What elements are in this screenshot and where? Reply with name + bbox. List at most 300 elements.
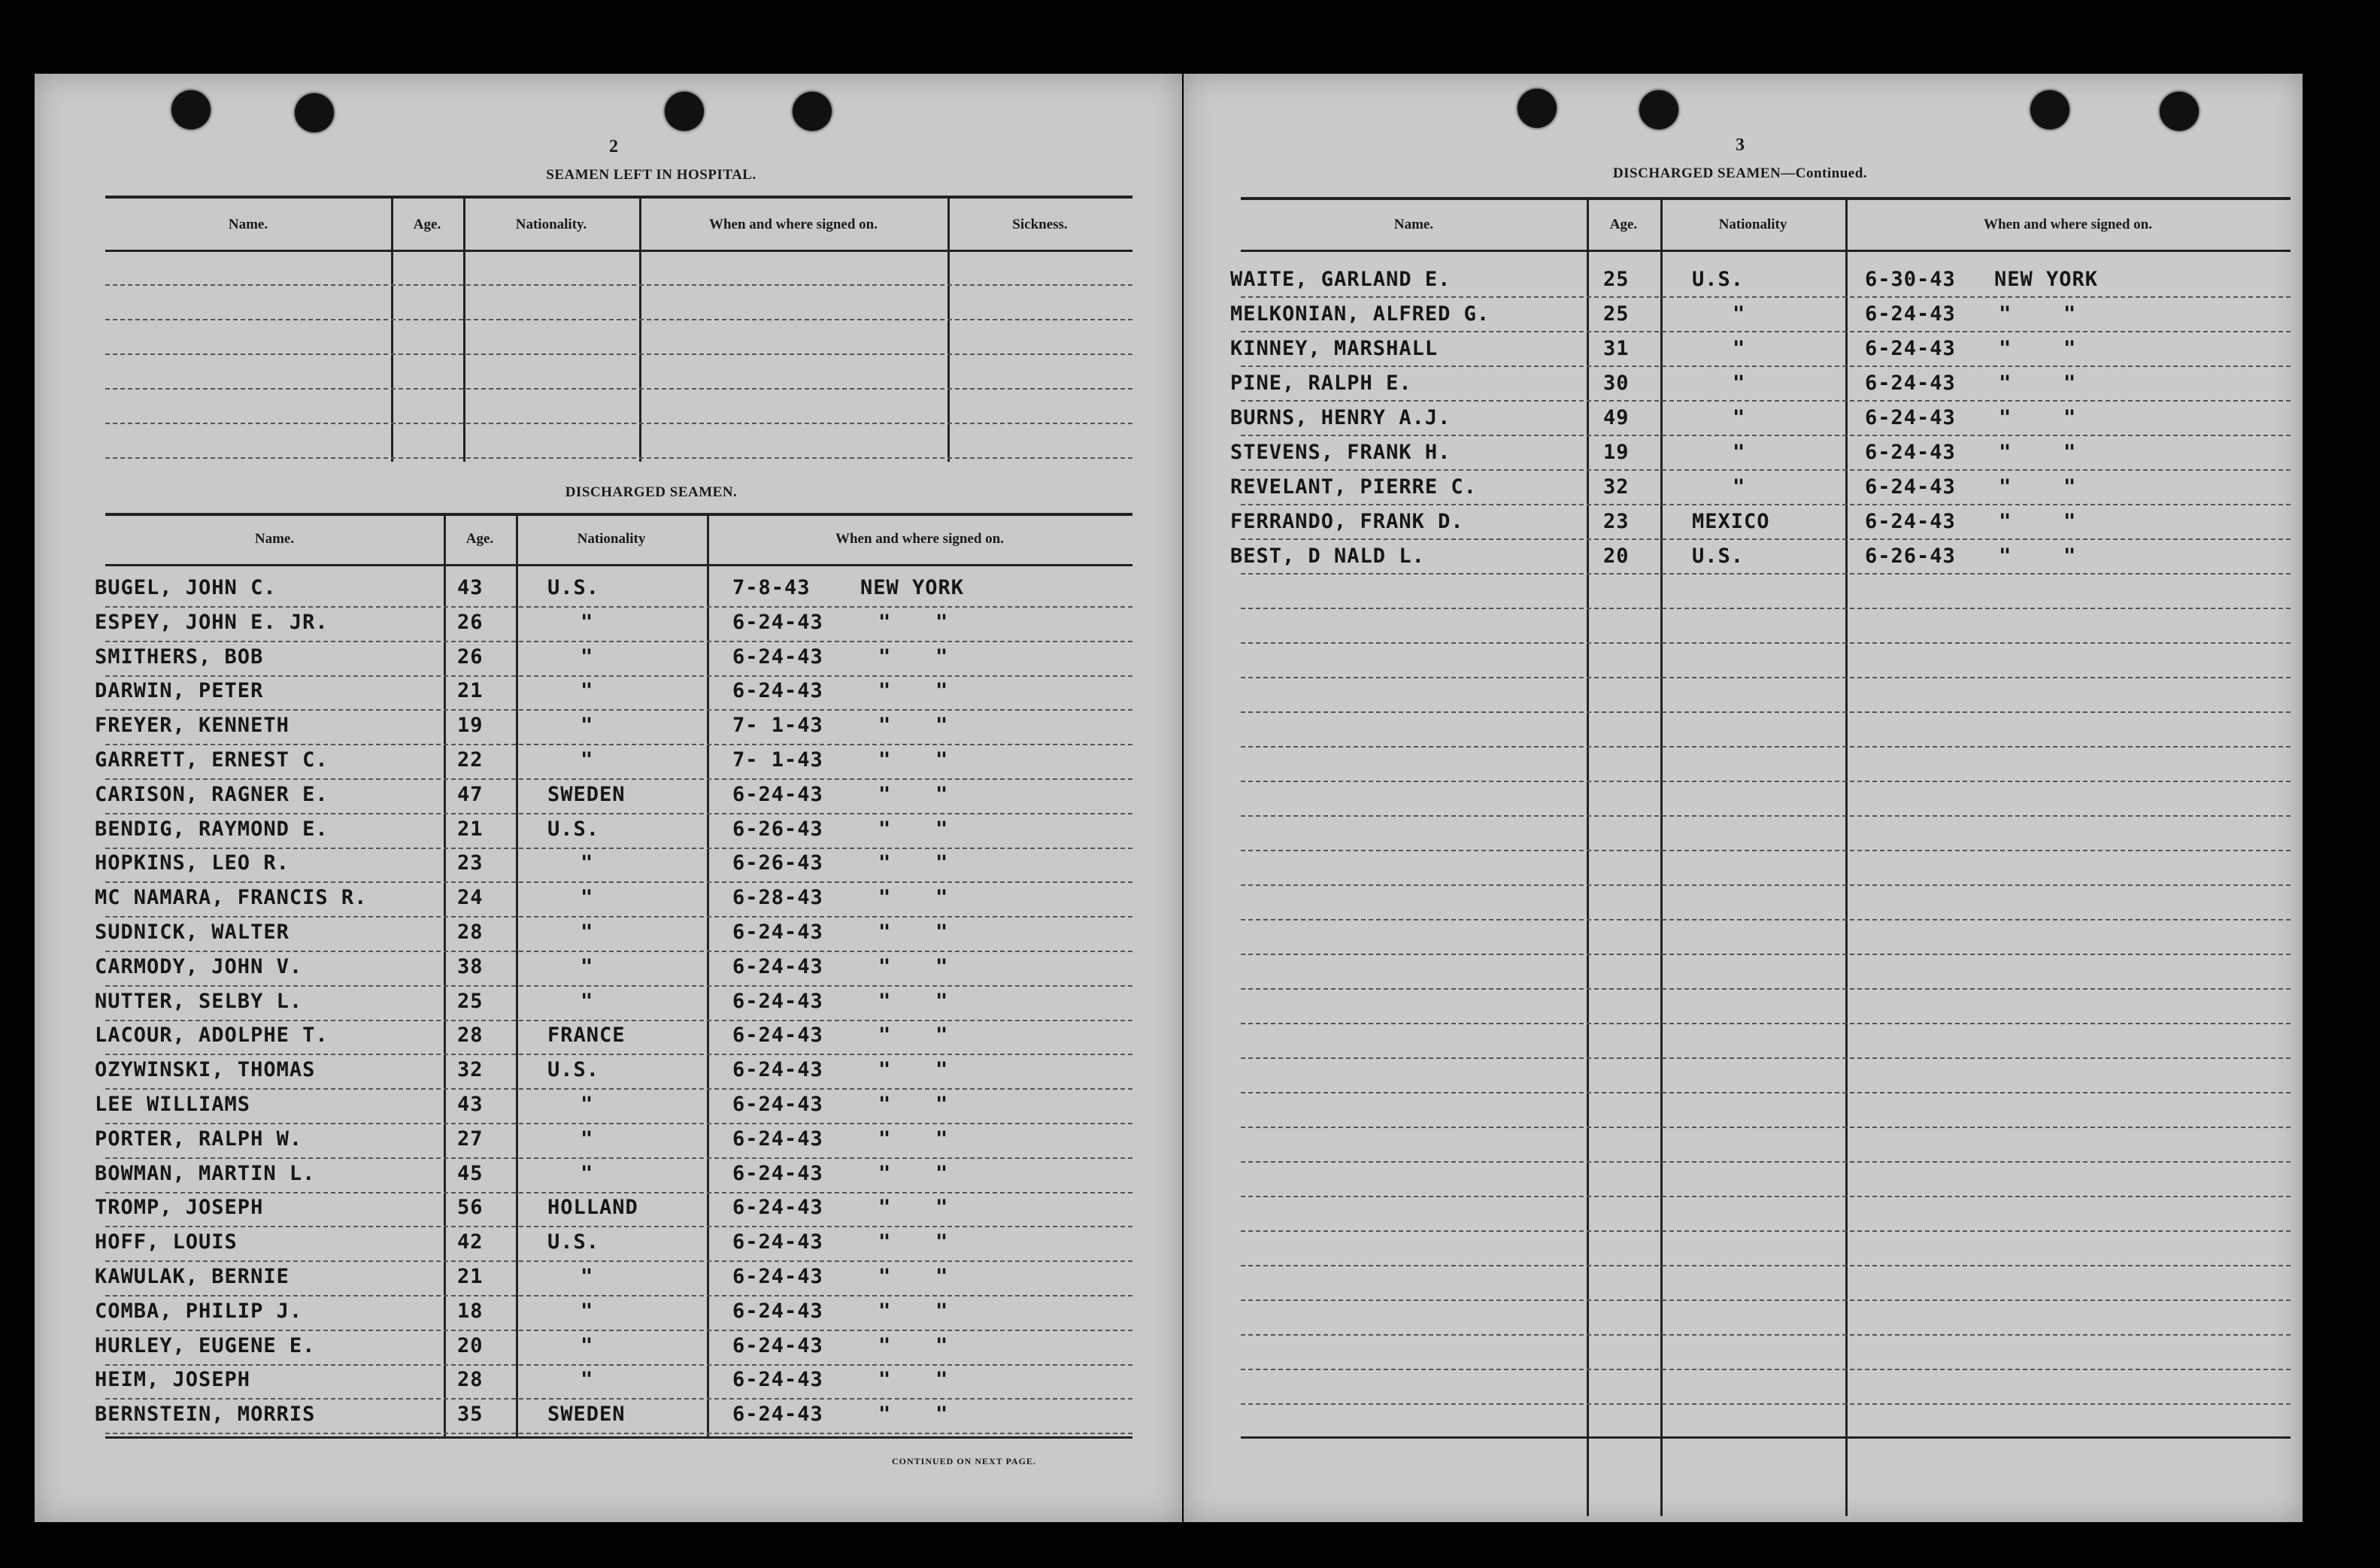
column-header-age: Age. <box>413 217 441 232</box>
signed-on-place: " <box>878 1368 892 1391</box>
seaman-nationality: " <box>581 1265 594 1288</box>
seaman-nationality: U.S. <box>1692 268 1745 291</box>
seaman-name: PINE, RALPH E. <box>1230 372 1412 395</box>
seaman-nationality: " <box>581 886 594 909</box>
row-line <box>105 881 1132 883</box>
signed-on-place: " <box>878 783 892 806</box>
blank-row-line <box>105 353 1132 355</box>
seaman-nationality: " <box>581 920 594 944</box>
signed-on-place: " <box>2063 475 2077 499</box>
seaman-age: 26 <box>457 611 484 634</box>
signed-on-place: " <box>878 886 892 909</box>
seaman-name: OZYWINSKI, THOMAS <box>95 1058 316 1081</box>
column-header-signed-on: When and where signed on. <box>835 531 1004 547</box>
signed-on-date: 6-26-43 <box>1865 544 1956 568</box>
punch-hole <box>295 93 334 132</box>
signed-on-place: " <box>878 611 892 634</box>
signed-on-place: " <box>878 714 892 737</box>
row-line <box>105 606 1132 608</box>
row-line <box>105 1123 1132 1124</box>
signed-on-date: 6-24-43 <box>732 955 823 978</box>
table-bottom-rule <box>1241 1436 2291 1439</box>
signed-on-place: " <box>935 1058 949 1081</box>
signed-on-place: " <box>1999 337 2012 360</box>
row-line <box>105 1260 1132 1262</box>
seaman-nationality: " <box>581 1127 594 1151</box>
seaman-name: KINNEY, MARSHALL <box>1230 337 1439 360</box>
seaman-nationality: MEXICO <box>1692 510 1770 533</box>
seaman-nationality: " <box>1733 406 1746 429</box>
signed-on-date: 6-24-43 <box>732 920 823 944</box>
seaman-name: GARRETT, ERNEST C. <box>95 748 329 772</box>
row-line <box>1241 988 2291 990</box>
signed-on-date: 6-24-43 <box>1865 510 1956 533</box>
seaman-nationality: " <box>1733 337 1746 360</box>
signed-on-date: 6-24-43 <box>1865 441 1956 464</box>
seaman-nationality: SWEDEN <box>547 1403 626 1426</box>
signed-on-place: " <box>935 817 949 841</box>
row-line <box>105 778 1132 780</box>
seaman-name: FERRANDO, FRANK D. <box>1230 510 1464 533</box>
left-page <box>35 74 1182 1522</box>
seaman-name: KAWULAK, BERNIE <box>95 1265 290 1288</box>
signed-on-place: " <box>878 990 892 1013</box>
page-number: 2 <box>609 137 618 156</box>
row-line <box>1241 1057 2291 1059</box>
seaman-nationality: " <box>1733 441 1746 464</box>
seaman-age: 25 <box>457 990 484 1013</box>
signed-on-place: " <box>878 851 892 875</box>
row-line <box>105 1157 1132 1159</box>
signed-on-place: " <box>2063 544 2077 568</box>
seaman-name: SUDNICK, WALTER <box>95 920 290 944</box>
signed-on-place: " <box>935 1265 949 1288</box>
signed-on-date: 6-24-43 <box>732 1334 823 1357</box>
row-line <box>105 951 1132 952</box>
signed-on-date: 6-24-43 <box>1865 302 1956 326</box>
blank-row-line <box>105 457 1132 459</box>
seaman-nationality: " <box>581 1093 594 1116</box>
signed-on-place: " <box>935 611 949 634</box>
row-line <box>105 1226 1132 1227</box>
seaman-name: HURLEY, EUGENE E. <box>95 1334 316 1357</box>
seaman-age: 45 <box>457 1162 484 1185</box>
row-line <box>105 848 1132 849</box>
signed-on-place: " <box>1999 475 2012 499</box>
signed-on-place: " <box>878 1265 892 1288</box>
seaman-name: BOWMAN, MARTIN L. <box>95 1162 316 1185</box>
column-divider <box>516 516 518 1436</box>
punch-hole <box>793 92 832 131</box>
seaman-name: TROMP, JOSEPH <box>95 1196 264 1219</box>
punch-hole <box>665 92 704 131</box>
seaman-age: 49 <box>1603 406 1630 429</box>
row-line <box>105 985 1132 987</box>
row-line <box>1241 711 2291 713</box>
seaman-name: PORTER, RALPH W. <box>95 1127 303 1151</box>
signed-on-place: " <box>878 1300 892 1323</box>
signed-on-place: " <box>878 1334 892 1357</box>
signed-on-date: 6-26-43 <box>732 851 823 875</box>
row-line <box>1241 504 2291 505</box>
seaman-nationality: " <box>581 645 594 669</box>
signed-on-place: " <box>878 817 892 841</box>
row-line <box>1241 1023 2291 1024</box>
column-divider <box>444 516 446 1436</box>
signed-on-place: " <box>935 748 949 772</box>
signed-on-date: 6-24-43 <box>732 1300 823 1323</box>
column-header-age: Age. <box>1609 217 1638 232</box>
seaman-age: 18 <box>457 1300 484 1323</box>
row-line <box>1241 365 2291 367</box>
signed-on-place: " <box>1999 406 2012 429</box>
row-line <box>1241 1334 2291 1336</box>
seaman-age: 25 <box>1603 268 1630 291</box>
row-line <box>105 813 1132 814</box>
seaman-age: 23 <box>457 851 484 875</box>
signed-on-place: " <box>935 1093 949 1116</box>
row-line <box>105 1364 1132 1366</box>
row-line <box>1241 781 2291 782</box>
signed-on-date: 6-24-43 <box>732 1162 823 1185</box>
discharged-section-title: DISCHARGED SEAMEN. <box>565 484 738 500</box>
seaman-nationality: " <box>581 955 594 978</box>
signed-on-place: " <box>935 1196 949 1219</box>
seaman-nationality: " <box>581 748 594 772</box>
seaman-name: STEVENS, FRANK H. <box>1230 441 1451 464</box>
row-line <box>1241 573 2291 575</box>
table-top-rule <box>105 513 1132 516</box>
seaman-name: REVELANT, PIERRE C. <box>1230 475 1477 499</box>
signed-on-place: " <box>935 920 949 944</box>
signed-on-place: " <box>935 955 949 978</box>
signed-on-place: " <box>2063 372 2077 395</box>
seaman-age: 24 <box>457 886 484 909</box>
seaman-age: 35 <box>457 1403 484 1426</box>
signed-on-date: 6-24-43 <box>732 679 823 702</box>
column-header-nationality: Nationality. <box>515 217 587 232</box>
signed-on-place: " <box>1999 544 2012 568</box>
punch-hole <box>1639 90 1678 129</box>
signed-on-place: " <box>878 679 892 702</box>
seaman-age: 19 <box>1603 441 1630 464</box>
row-line <box>105 1020 1132 1021</box>
row-line <box>1241 1369 2291 1370</box>
signed-on-place: " <box>2063 406 2077 429</box>
signed-on-place: NEW YORK <box>1994 268 2099 291</box>
hospital-section-title: SEAMEN LEFT IN HOSPITAL. <box>546 167 756 183</box>
signed-on-place: " <box>878 1058 892 1081</box>
row-line <box>1241 1092 2291 1093</box>
seaman-name: BUGEL, JOHN C. <box>95 576 277 599</box>
signed-on-date: 6-24-43 <box>732 1093 823 1116</box>
signed-on-place: " <box>878 1162 892 1185</box>
row-line <box>1241 400 2291 402</box>
column-header-name: Name. <box>228 217 268 232</box>
seaman-name: MELKONIAN, ALFRED G. <box>1230 302 1490 326</box>
row-line <box>105 709 1132 711</box>
signed-on-place: " <box>1999 441 2012 464</box>
signed-on-date: 6-24-43 <box>1865 372 1956 395</box>
blank-row-line <box>105 423 1132 424</box>
seaman-age: 38 <box>457 955 484 978</box>
signed-on-date: 6-24-43 <box>732 611 823 634</box>
signed-on-place: " <box>935 1127 949 1151</box>
seaman-name: FREYER, KENNETH <box>95 714 290 737</box>
seaman-nationality: " <box>581 611 594 634</box>
seaman-name: BENDIG, RAYMOND E. <box>95 817 329 841</box>
seaman-age: 28 <box>457 1024 484 1047</box>
signed-on-date: 6-24-43 <box>732 1403 823 1426</box>
seaman-nationality: " <box>581 679 594 702</box>
row-line <box>1241 954 2291 955</box>
seaman-nationality: HOLLAND <box>547 1196 638 1219</box>
signed-on-date: 7-8-43 <box>732 576 811 599</box>
row-line <box>1241 296 2291 298</box>
seaman-name: MC NAMARA, FRANCIS R. <box>95 886 368 909</box>
signed-on-date: 6-24-43 <box>732 1058 823 1081</box>
signed-on-place: " <box>935 1024 949 1047</box>
signed-on-place: " <box>1999 510 2012 533</box>
seaman-name: DARWIN, PETER <box>95 679 264 702</box>
seaman-age: 20 <box>457 1334 484 1357</box>
row-line <box>1241 1196 2291 1197</box>
seaman-age: 43 <box>457 576 484 599</box>
signed-on-place: " <box>878 955 892 978</box>
signed-on-date: 6-24-43 <box>732 1196 823 1219</box>
signed-on-date: 6-24-43 <box>732 783 823 806</box>
blank-row-line <box>105 319 1132 320</box>
row-line <box>105 1330 1132 1331</box>
signed-on-place: " <box>935 679 949 702</box>
row-line <box>1241 677 2291 678</box>
signed-on-place: " <box>878 1403 892 1426</box>
signed-on-place: " <box>2063 441 2077 464</box>
row-line <box>1241 538 2291 540</box>
seaman-name: SMITHERS, BOB <box>95 645 264 669</box>
signed-on-place: " <box>878 1093 892 1116</box>
signed-on-place: " <box>935 990 949 1013</box>
seaman-nationality: " <box>581 1300 594 1323</box>
seaman-nationality: " <box>581 990 594 1013</box>
signed-on-date: 6-24-43 <box>732 1024 823 1047</box>
seaman-nationality: U.S. <box>547 1230 600 1254</box>
row-line <box>1241 850 2291 851</box>
signed-on-place: " <box>2063 302 2077 326</box>
blank-row-line <box>105 388 1132 390</box>
table-bottom-rule <box>105 1436 1132 1439</box>
seaman-name: HOFF, LOUIS <box>95 1230 238 1254</box>
seaman-nationality: U.S. <box>1692 544 1745 568</box>
seaman-name: CARMODY, JOHN V. <box>95 955 303 978</box>
signed-on-date: 6-28-43 <box>732 886 823 909</box>
row-line <box>105 641 1132 642</box>
row-line <box>1241 1230 2291 1232</box>
column-header-name: Name. <box>1393 217 1434 232</box>
row-line <box>105 1398 1132 1400</box>
seaman-nationality: FRANCE <box>547 1024 626 1047</box>
signed-on-date: 6-24-43 <box>732 990 823 1013</box>
signed-on-place: " <box>878 1196 892 1219</box>
seaman-name: HOPKINS, LEO R. <box>95 851 290 875</box>
seaman-nationality: " <box>581 1368 594 1391</box>
seaman-nationality: U.S. <box>547 1058 600 1081</box>
seaman-nationality: " <box>581 1334 594 1357</box>
row-line <box>1241 815 2291 817</box>
signed-on-place: " <box>935 645 949 669</box>
seaman-name: ESPEY, JOHN E. JR. <box>95 611 329 634</box>
column-header-sickness: Sickness. <box>1012 217 1068 232</box>
row-line <box>1241 919 2291 920</box>
signed-on-place: " <box>878 748 892 772</box>
seaman-name: LACOUR, ADOLPHE T. <box>95 1024 329 1047</box>
seaman-age: 30 <box>1603 372 1630 395</box>
signed-on-date: 6-24-43 <box>1865 406 1956 429</box>
seaman-name: NUTTER, SELBY L. <box>95 990 303 1013</box>
seaman-nationality: " <box>1733 302 1746 326</box>
column-header-signed-on: When and where signed on. <box>1983 217 2152 232</box>
seaman-age: 43 <box>457 1093 484 1116</box>
row-line <box>1241 1127 2291 1128</box>
seaman-age: 28 <box>457 920 484 944</box>
signed-on-date: 6-24-43 <box>732 645 823 669</box>
seaman-name: LEE WILLIAMS <box>95 1093 251 1116</box>
seaman-name: HEIM, JOSEPH <box>95 1368 251 1391</box>
table-top-rule <box>105 196 1132 199</box>
seaman-age: 42 <box>457 1230 484 1254</box>
signed-on-date: 7- 1-43 <box>732 748 823 772</box>
signed-on-date: 6-30-43 <box>1865 268 1956 291</box>
row-line <box>105 675 1132 677</box>
punch-hole <box>2160 92 2199 131</box>
signed-on-place: " <box>935 783 949 806</box>
seaman-nationality: U.S. <box>547 576 600 599</box>
seaman-age: 25 <box>1603 302 1630 326</box>
signed-on-place: " <box>935 1162 949 1185</box>
signed-on-place: " <box>935 1230 949 1254</box>
row-line <box>1241 469 2291 471</box>
row-line <box>105 916 1132 917</box>
seaman-nationality: " <box>1733 475 1746 499</box>
punch-hole <box>2030 90 2069 129</box>
signed-on-place: " <box>878 1024 892 1047</box>
signed-on-date: 6-24-43 <box>732 1230 823 1254</box>
row-line <box>1241 1300 2291 1301</box>
column-header-signed-on: When and where signed on. <box>708 217 878 232</box>
row-line <box>105 1088 1132 1090</box>
signed-on-place: " <box>878 1127 892 1151</box>
seaman-name: WAITE, GARLAND E. <box>1230 268 1451 291</box>
seaman-name: BEST, D NALD L. <box>1230 544 1425 568</box>
seaman-nationality: " <box>581 714 594 737</box>
column-divider <box>1845 200 1848 1516</box>
seaman-age: 56 <box>457 1196 484 1219</box>
column-header-age: Age. <box>465 531 494 547</box>
seaman-nationality: " <box>581 1162 594 1185</box>
signed-on-date: 6-24-43 <box>732 1368 823 1391</box>
signed-on-place: " <box>878 920 892 944</box>
seaman-age: 28 <box>457 1368 484 1391</box>
seaman-age: 22 <box>457 748 484 772</box>
row-line <box>1241 746 2291 748</box>
seaman-name: BERNSTEIN, MORRIS <box>95 1403 316 1426</box>
signed-on-date: 6-24-43 <box>1865 475 1956 499</box>
seaman-nationality: U.S. <box>547 817 600 841</box>
signed-on-place: " <box>878 645 892 669</box>
seaman-age: 21 <box>457 817 484 841</box>
signed-on-date: 6-24-43 <box>1865 337 1956 360</box>
signed-on-place: NEW YORK <box>860 576 965 599</box>
seaman-age: 19 <box>457 714 484 737</box>
seaman-age: 27 <box>457 1127 484 1151</box>
header-rule <box>1241 250 2291 252</box>
section-title: DISCHARGED SEAMEN—Continued. <box>1612 165 1868 181</box>
signed-on-date: 6-24-43 <box>732 1265 823 1288</box>
signed-on-place: " <box>2063 337 2077 360</box>
row-line <box>105 1433 1132 1434</box>
seaman-age: 32 <box>457 1058 484 1081</box>
signed-on-date: 7- 1-43 <box>732 714 823 737</box>
column-divider <box>1660 200 1663 1516</box>
seaman-age: 31 <box>1603 337 1630 360</box>
right-page <box>1184 74 2303 1522</box>
signed-on-place: " <box>935 1300 949 1323</box>
seaman-age: 47 <box>457 783 484 806</box>
column-header-nationality: Nationality <box>577 531 646 547</box>
page-number: 3 <box>1736 135 1745 155</box>
row-line <box>105 1054 1132 1055</box>
seaman-nationality: " <box>1733 372 1746 395</box>
table-top-rule <box>1241 197 2291 200</box>
seaman-name: BURNS, HENRY A.J. <box>1230 406 1451 429</box>
header-rule <box>105 250 1132 252</box>
row-line <box>1241 1265 2291 1266</box>
seaman-age: 20 <box>1603 544 1630 568</box>
row-line <box>105 744 1132 745</box>
row-line <box>1241 608 2291 609</box>
row-line <box>1241 642 2291 644</box>
seaman-age: 23 <box>1603 510 1630 533</box>
column-divider <box>1587 200 1589 1516</box>
row-line <box>1241 435 2291 436</box>
signed-on-place: " <box>2063 510 2077 533</box>
column-header-name: Name. <box>254 531 295 547</box>
signed-on-place: " <box>935 851 949 875</box>
row-line <box>105 1192 1132 1193</box>
seaman-age: 21 <box>457 679 484 702</box>
column-divider <box>707 516 709 1436</box>
seaman-name: COMBA, PHILIP J. <box>95 1300 303 1323</box>
seaman-age: 26 <box>457 645 484 669</box>
row-line <box>1241 884 2291 886</box>
signed-on-place: " <box>935 1368 949 1391</box>
row-line <box>1241 1403 2291 1405</box>
column-header-nationality: Nationality <box>1718 217 1787 232</box>
signed-on-place: " <box>935 1334 949 1357</box>
header-rule <box>105 564 1132 566</box>
blank-row-line <box>105 284 1132 286</box>
signed-on-place: " <box>935 714 949 737</box>
seaman-name: CARISON, RAGNER E. <box>95 783 329 806</box>
seaman-nationality: " <box>581 851 594 875</box>
seaman-age: 32 <box>1603 475 1630 499</box>
signed-on-place: " <box>935 886 949 909</box>
row-line <box>105 1295 1132 1297</box>
continued-note: CONTINUED ON NEXT PAGE. <box>892 1456 1036 1466</box>
seaman-nationality: SWEDEN <box>547 783 626 806</box>
signed-on-place: " <box>1999 372 2012 395</box>
signed-on-date: 6-24-43 <box>732 1127 823 1151</box>
